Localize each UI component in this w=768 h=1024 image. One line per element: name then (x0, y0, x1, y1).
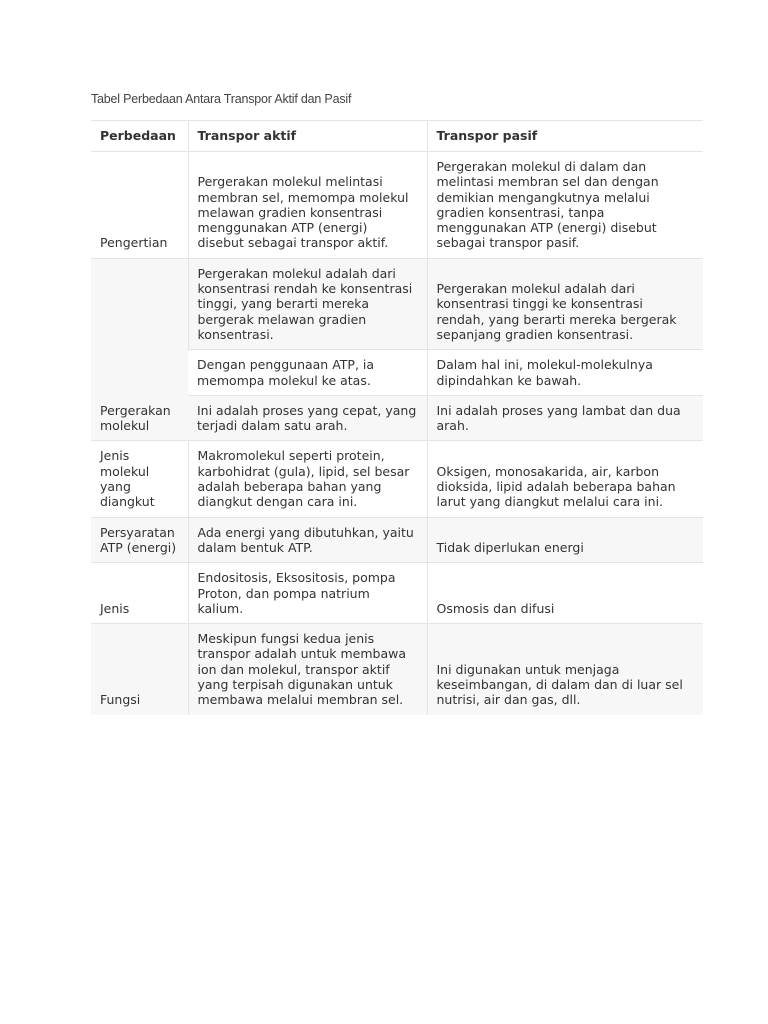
row-label: Fungsi (91, 624, 188, 715)
cell-pasif: Oksigen, monosakarida, air, karbon dioksida, lipid adalah beberapa bahan larut yang diangkut melalui cara ini. (427, 441, 703, 517)
row-label: Persyaratan ATP (energi) (91, 517, 188, 563)
table-row-jenis-molekul (91, 441, 703, 517)
cell-pasif: Ini adalah proses yang lambat dan dua arah. (427, 395, 703, 441)
row-label: Pengertian (91, 152, 188, 259)
header-transpor-aktif: Transpor aktif (188, 121, 427, 152)
row-label: Jenis (91, 563, 188, 624)
row-label: Pergerakan molekul (91, 258, 188, 441)
cell-aktif: Makromolekul seperti protein, karbohidrat (gula), lipid, sel besar adalah beberapa bahan yang diangkut dengan cara ini. (188, 441, 427, 517)
cell-aktif: Meskipun fungsi kedua jenis transpor adalah untuk membawa ion dan molekul, transpor aktif yang terpisah digunakan untuk membawa melalui membran sel. (188, 624, 427, 715)
cell-aktif: Pergerakan molekul adalah dari konsentrasi rendah ke konsentrasi tinggi, yang berarti mereka bergerak melawan gradien konsentrasi. (188, 258, 427, 349)
cell-pasif: Osmosis dan difusi (427, 563, 703, 624)
cell-pasif: Dalam hal ini, molekul-molekulnya dipindahkan ke bawah. (427, 350, 703, 396)
table-row-pengertian (91, 152, 703, 259)
table-row-pergerakan-molekul (91, 258, 703, 349)
row-label: Jenis molekul yang diangkut (91, 441, 188, 517)
cell-aktif: Ini adalah proses yang cepat, yang terjadi dalam satu arah. (188, 395, 427, 441)
cell-pasif: Pergerakan molekul di dalam dan melintasi membran sel dan dengan demikian mengangkutnya melalui gradien konsentrasi, tanpa menggunakan ATP (energi) disebut sebagai transpor pasif. (427, 152, 703, 259)
cell-pasif: Pergerakan molekul adalah dari konsentrasi tinggi ke konsentrasi rendah, yang berarti mereka bergerak sepanjang gradien konsentrasi. (427, 258, 703, 349)
header-transpor-pasif: Transpor pasif (427, 121, 703, 152)
cell-pasif: Tidak diperlukan energi (427, 517, 703, 563)
cell-aktif: Pergerakan molekul melintasi membran sel, memompa molekul melawan gradien konsentrasi menggunakan ATP (energi) disebut sebagai transpor aktif. (188, 152, 427, 259)
cell-aktif: Endositosis, Eksositosis, pompa Proton, dan pompa natrium kalium. (188, 563, 427, 624)
table-header-row (91, 121, 703, 152)
cell-aktif: Ada energi yang dibutuhkan, yaitu dalam bentuk ATP. (188, 517, 427, 563)
header-perbedaan: Perbedaan (91, 121, 188, 152)
cell-aktif: Dengan penggunaan ATP, ia memompa molekul ke atas. (188, 350, 427, 396)
cell-pasif: Ini digunakan untuk menjaga keseimbangan, di dalam dan di luar sel nutrisi, air dan gas, dll. (427, 624, 703, 715)
table-row-fungsi (91, 624, 703, 715)
comparison-table (91, 120, 703, 715)
table-caption: Tabel Perbedaan Antara Transpor Aktif dan Pasif (91, 92, 352, 106)
table-row-jenis (91, 563, 703, 624)
table-row-persyaratan-atp (91, 517, 703, 563)
